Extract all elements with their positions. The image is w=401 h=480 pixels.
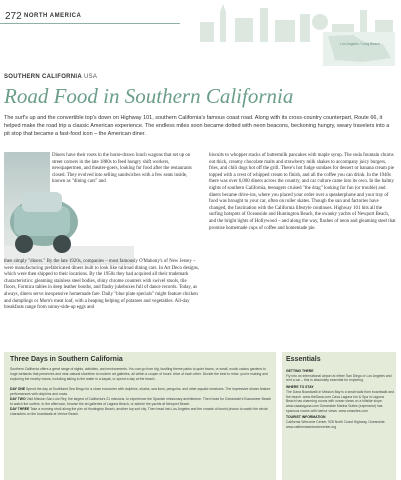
day3-text: Take a morning stroll along the pier at Huntington Beach, another top surf city. Then head into Los Angeles and the crowds of tourist photos to watch the whole characters on the boardwalk at Venice Beach.	[10, 407, 268, 416]
article-column-1-top: Diners have their roots in the horse-drawn lunch wagons that set up on street corners in the late 1880s to feed hungry shift workers, newspapermen, and theater-goers, looking for food after the restaurants closed. They evolved into selling sandwiches with a few seats inside, known as "dining cars" and	[52, 153, 192, 185]
tourist-info-heading: TOURIST INFORMATION	[286, 415, 326, 420]
article-kicker	[4, 74, 97, 80]
kicker-country: USA	[84, 74, 98, 80]
essentials-box	[282, 352, 396, 480]
three-days-heading: Three Days in Southern California	[10, 356, 123, 363]
getting-there-heading: GETTING THERE	[286, 369, 314, 373]
day1-label: DAY ONE	[10, 387, 26, 391]
locator-map	[323, 32, 395, 66]
three-days-box	[4, 352, 276, 480]
page-header	[0, 0, 401, 46]
region-label: NORTH AMERICA	[24, 13, 82, 19]
day3-label: DAY THREE	[10, 407, 30, 411]
header-rule	[0, 23, 190, 24]
article-column-2: biscuits to whopper stacks of buttermilk pancakes with maple syrup. The soda fountain churns out thick, creamy chocolate malts and strawberry milk shakes to accompany juicy burgers, fries, and chili dogs hot off the grill. There's hot fudge sundaes for dessert or banana cream pie topped with a crest of whipped cream to finish, and all the coffee you can drink. In the 1940s there was over 6,000 diners across the country, and car culture came into its own. In the balmy nights of southern California, teenagers cruised "the drag" looking for fun (or trouble) and diners became drive-ins, where you placed your order over a speakerphone and your tray of food was brought to your car, often on roller skates. Though the sun and factories have changed, the fascination with the California lifestyle continues. Highway 101 hits all the surfing hotspots of Oceanside and Huntington Beach, the swanky yachts of Newport Beach, and the bright lights of Hollywood – and along the way, flashes of neon and gleaming steel that promise homemade cups of coffee and homemade pie.	[209, 153, 396, 231]
day1-text: Spend the day at Southland Sea Bingo for a close encounter with dolphins, sharks, sea lions, penguins, and other aquatic creatures. The impressive shows feature performances with dolphins and orcas.	[10, 387, 271, 396]
essentials-heading: Essentials	[286, 356, 321, 363]
three-days-text	[10, 367, 272, 417]
essentials-text	[286, 367, 394, 429]
page-number: 272	[5, 11, 22, 22]
kicker-region: SOUTHERN CALIFORNIA	[4, 74, 83, 80]
article-column-1-bottom: then simply "diners." By the late 1920s, companies – most famously O'Mahony's of New Jersey – were manufacturing prefabricated diners built to look like railroad dining cars. In Art Deco designs, which were then shipped to their locations. By the 1950s they had acquired all their trademark characteristics: gleaming stainless steel bodies, shiny chrome counters with swivel stools, tile floors, Formica tables in deep leather booths, and flashy jukeboxes full of dance records. Today, as always, diners serve inexpensive homemade fare. Daily "blue plate specials" might feature chicken and dumplings or Mom's meat loaf, with a heaping helping of potatoes and vegetables. All-day breakfasts range from sunny-side-up eggs and	[4, 259, 200, 311]
article-intro: The surf's up and the convertible top's down on Highway 101, southern California's famous coast road. Along with its cross-country counterpart, Route 66, it helped make the road trip a classic American experience. The endless miles soon became dotted with neon beacons, beckoning hungry, weary travelers into a pit stop that became a fast-food icon – the American diner.	[4, 115, 390, 137]
where-stay-text: The Dana Boardwalk in Mission Bay is a small walk from boardwalk and the beach. www.theDana.com Casa Laguna Inn & Spa in Laguna Beach has charming rooms with ocean views on a hillside slope. www.casalaguna.com Oceanside Marina Suites (expensive) has spacious rooms with harbor views. www.omsuites.com	[286, 389, 394, 413]
map-label: Los Angeles / Long Beach	[340, 42, 380, 46]
where-stay-heading: WHERE TO STAY	[286, 385, 314, 390]
day2-label: DAY TWO	[10, 397, 26, 401]
article-title: Road Food in Southern California	[4, 84, 294, 108]
getting-there-text: Fly into an international airport at either San Diego or Los Angeles and rent a car – this is absolutely essential for exploring.	[286, 373, 392, 383]
tourist-info-text: California Welcome Center, 928 North Coast Highway, Oceanside. www.californiawelcomecenter.org	[286, 420, 386, 429]
three-days-intro: Southern California offers a great range of sights, activities, and environments. You can go from big, bustling theme parks to quiet towns, or small, exotic cactus gardens to huge wetlands that preserves and near-natural shoreline to modern art galleries, all within a couple of hours' drive of each other. Decide the best to relax: you're making and exploring the nearby towns, including taking to the water in a kayak, or spend a day at the beach.	[10, 367, 268, 381]
day2-text: Visit Mission San Luis Rey, the largest of California's 21 missions, to experience the Spanish missionary architecture. Then head for Oceanside's Buccaneer Beach to watch the surfers. In the afternoon, browse the art galleries of Laguna Beach, or admire the yachts at Newport Beach.	[10, 397, 272, 406]
